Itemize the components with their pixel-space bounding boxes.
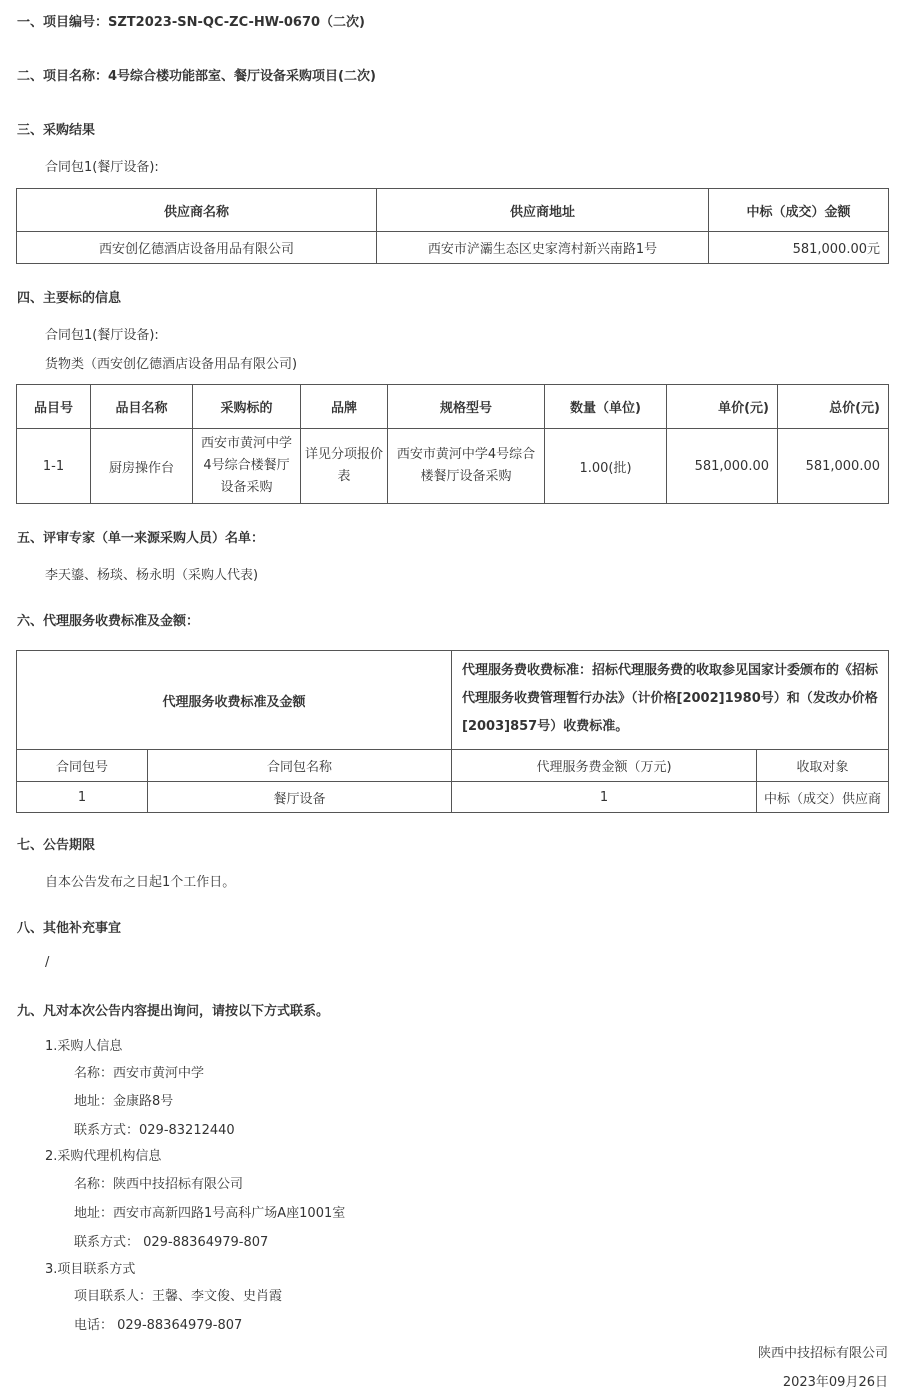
section-4-category: 货物类（西安创亿德酒店设备用品有限公司) xyxy=(45,357,298,372)
buyer-info-title: 1.采购人信息 xyxy=(45,1039,123,1054)
buyer-name: 名称：西安市黄河中学 xyxy=(74,1066,205,1081)
cell-fee-payer: 中标（成交）供应商 xyxy=(757,782,889,813)
cell-item-no: 1-1 xyxy=(17,429,91,504)
th-quantity: 数量（单位) xyxy=(545,385,667,429)
items-table xyxy=(16,384,889,504)
project-number-label: 一、项目编号： xyxy=(17,15,109,30)
th-item-no: 品目号 xyxy=(17,385,91,429)
section-6-title: 六、代理服务收费标准及金额： xyxy=(17,614,200,629)
buyer-address: 地址：金康路8号 xyxy=(74,1094,174,1109)
experts-list: 李天鎏、杨琰、杨永明（采购人代表) xyxy=(45,568,259,583)
table-row xyxy=(17,782,889,813)
project-name-label: 二、项目名称： xyxy=(17,69,109,84)
project-name xyxy=(17,65,376,84)
th-supplier-address: 供应商地址 xyxy=(377,189,709,232)
project-contacts: 项目联系人：王馨、李文俊、史肖霞 xyxy=(74,1289,283,1304)
th-unit-price: 单价(元) xyxy=(667,385,778,429)
cell-award-amount: 581,000.00元 xyxy=(709,232,889,264)
cell-supplier-name: 西安创亿德酒店设备用品有限公司 xyxy=(17,232,377,264)
cell-fee-amount: 1 xyxy=(452,782,757,813)
section-8-title: 八、其他补充事宜 xyxy=(17,921,122,936)
fee-standard-row xyxy=(17,651,889,750)
section-7-title: 七、公告期限 xyxy=(17,838,96,853)
table-row xyxy=(17,429,889,504)
project-name-value: 4号综合楼功能部室、餐厅设备采购项目(二次) xyxy=(108,69,376,84)
section-9-title: 九、凡对本次公告内容提出询问，请按以下方式联系。 xyxy=(17,1004,330,1019)
project-contact-title: 3.项目联系方式 xyxy=(45,1262,136,1277)
th-total-price: 总价(元) xyxy=(778,385,889,429)
th-package-no: 合同包号 xyxy=(17,750,148,782)
footer-date: 2023年09月26日 xyxy=(782,1375,888,1390)
th-award-amount: 中标（成交）金额 xyxy=(709,189,889,232)
fee-table-header xyxy=(17,750,889,782)
buyer-phone: 联系方式：029-83212440 xyxy=(74,1123,235,1138)
project-phone: 电话： 029-88364979-807 xyxy=(74,1318,243,1333)
th-spec-model: 规格型号 xyxy=(388,385,545,429)
cell-total-price: 581,000.00 xyxy=(778,429,889,504)
cell-supplier-address: 西安市浐灞生态区史家湾村新兴南路1号 xyxy=(377,232,709,264)
cell-spec-model: 西安市黄河中学4号综合楼餐厅设备采购 xyxy=(388,429,545,504)
th-brand: 品牌 xyxy=(301,385,388,429)
cell-package-no: 1 xyxy=(17,782,148,813)
section-5-title: 五、评审专家（单一来源采购人员）名单： xyxy=(17,531,265,546)
footer-organization: 陕西中技招标有限公司 xyxy=(757,1346,888,1361)
fee-standard-label: 代理服务收费标准及金额 xyxy=(17,651,452,750)
cell-procurement-target: 西安市黄河中学4号综合楼餐厅设备采购 xyxy=(193,429,301,504)
notice-period: 自本公告发布之日起1个工作日。 xyxy=(45,875,236,890)
table-row xyxy=(17,232,889,264)
project-number-value: SZT2023-SN-QC-ZC-HW-0670（二次) xyxy=(108,15,365,30)
agent-info-title: 2.采购代理机构信息 xyxy=(45,1149,162,1164)
section-3-title: 三、采购结果 xyxy=(17,123,96,138)
section-4-package: 合同包1(餐厅设备): xyxy=(45,328,159,343)
cell-quantity: 1.00(批) xyxy=(545,429,667,504)
agent-address: 地址：西安市高新四路1号高科广场A座1001室 xyxy=(74,1206,346,1221)
project-number xyxy=(17,11,365,30)
th-procurement-target: 采购标的 xyxy=(193,385,301,429)
section-3-package: 合同包1(餐厅设备): xyxy=(45,160,159,175)
th-package-name: 合同包名称 xyxy=(148,750,452,782)
result-table xyxy=(16,188,889,264)
agent-phone: 联系方式： 029-88364979-807 xyxy=(74,1235,269,1250)
th-supplier-name: 供应商名称 xyxy=(17,189,377,232)
th-item-name: 品目名称 xyxy=(91,385,193,429)
section-4-title: 四、主要标的信息 xyxy=(17,291,122,306)
fee-standard-text: 代理服务费收费标准：招标代理服务费的收取参见国家计委颁布的《招标代理服务收费管理暂行办法》（计价格[2002]1980号）和（发改办价格[2003]857号）收费标准。 xyxy=(452,651,889,750)
cell-item-name: 厨房操作台 xyxy=(91,429,193,504)
items-table-header xyxy=(17,385,889,429)
cell-package-name: 餐厅设备 xyxy=(148,782,452,813)
supplementary-text: / xyxy=(45,955,50,970)
cell-unit-price: 581,000.00 xyxy=(667,429,778,504)
agent-name: 名称：陕西中技招标有限公司 xyxy=(74,1177,244,1192)
cell-brand: 详见分项报价表 xyxy=(301,429,388,504)
result-table-header xyxy=(17,189,889,232)
fee-table xyxy=(16,650,889,813)
th-fee-amount: 代理服务费金额（万元) xyxy=(452,750,757,782)
th-fee-payer: 收取对象 xyxy=(757,750,889,782)
